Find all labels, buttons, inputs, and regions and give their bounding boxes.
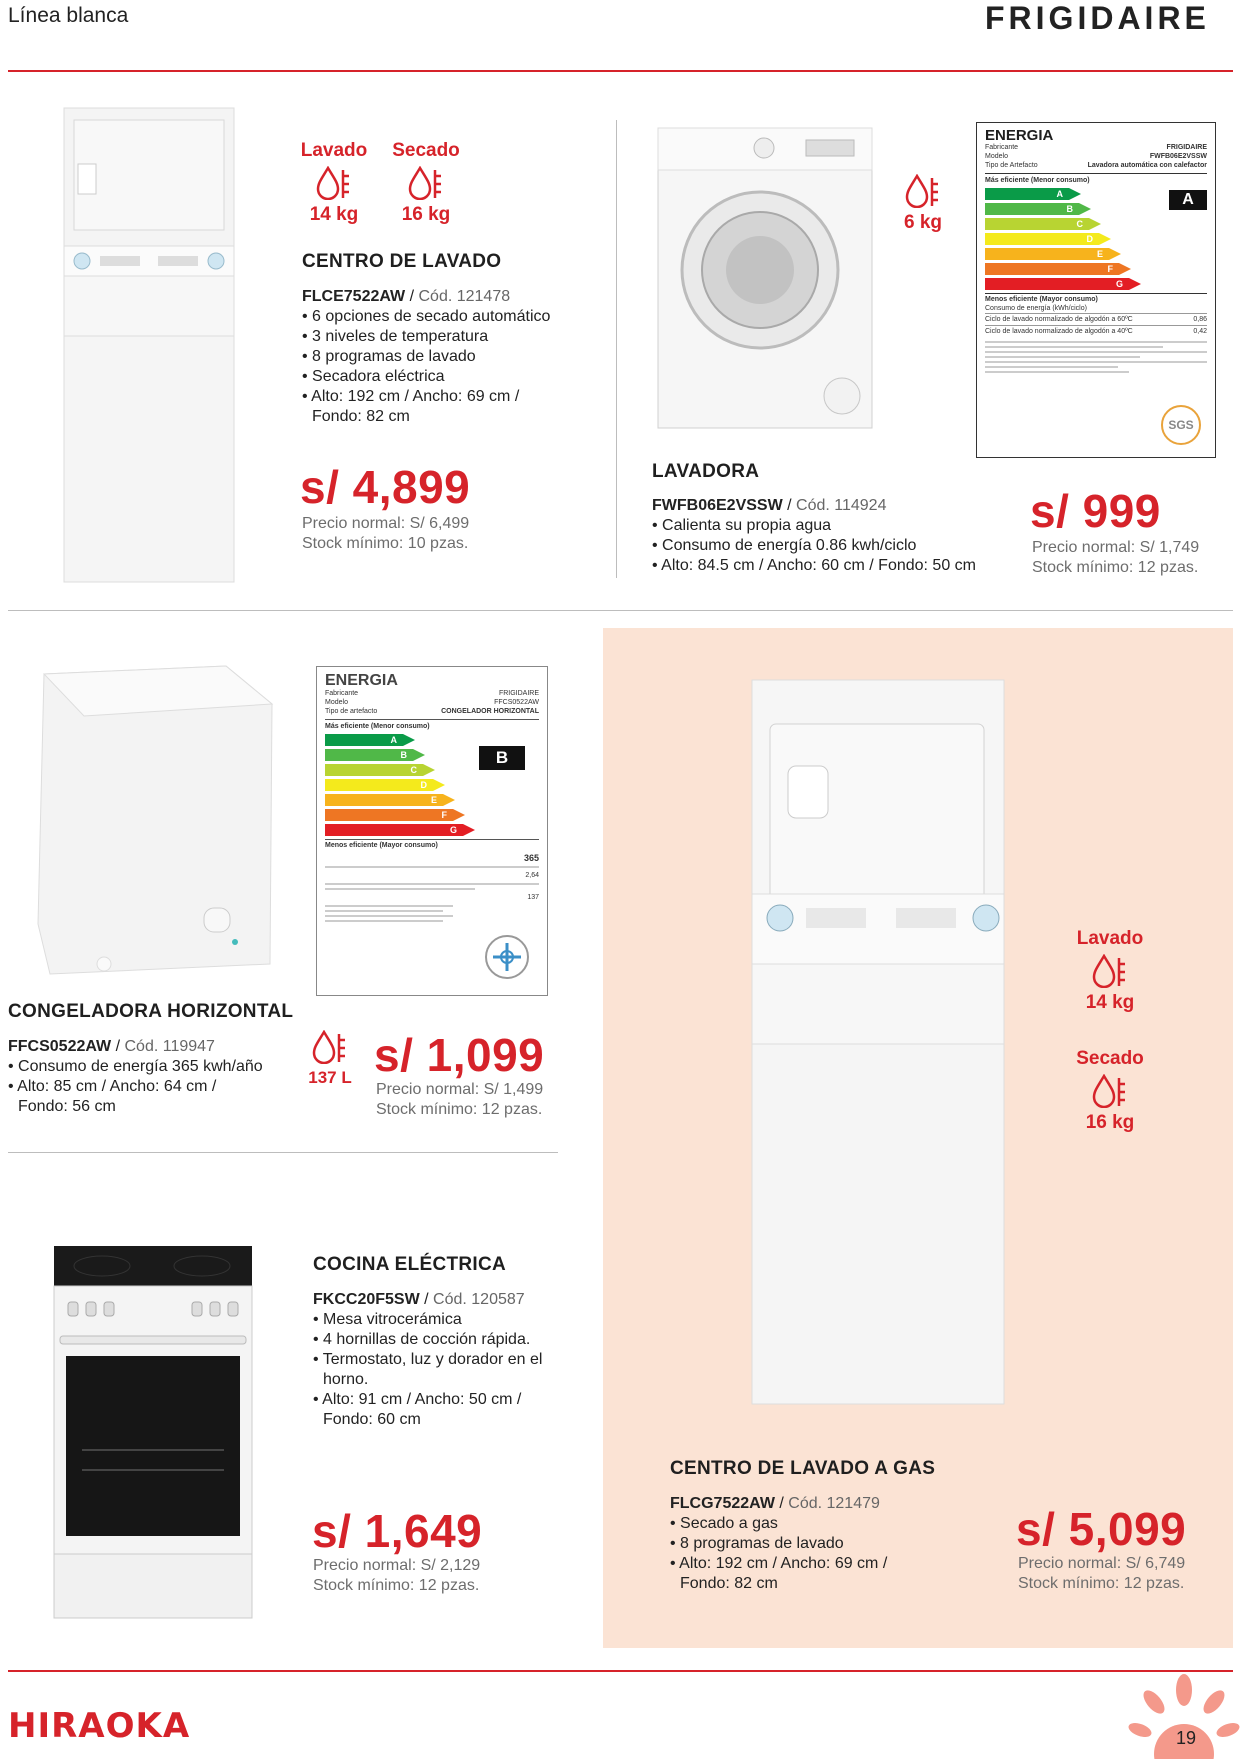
price-details [313,1556,480,1596]
sgs-cert-badge: SGS [1161,405,1201,445]
label-fabricante-value: FRIGIDAIRE [498,690,539,697]
product-specs: FLCG7522AW / Cód. 121479 • Secado a gas • 8 programas de lavado • Alto: 192 cm / Ancho: 69 cm / Fondo: 82 cm [670,1494,930,1594]
product-code: Cód. 114924 [796,497,887,514]
label-tipo-value: CONGELADOR HORIZONTAL [441,708,539,715]
model-number: FFCS0522AW [8,1038,112,1055]
page-number: 19 [1175,1728,1197,1748]
wash-label: Lavado [300,140,368,161]
price-details [1018,1554,1185,1594]
feature-item: • 4 hornillas de cocción rápida. [313,1330,573,1350]
bar-e: E [325,794,443,806]
front-load-washer-image [656,126,874,430]
water-drop-icon [1092,954,1128,988]
water-drop-icon [905,174,941,208]
label-tipo-value: Lavadora automática con calefactor [1087,162,1207,169]
section-title: Línea blanca [8,4,129,27]
dry-label: Secado [1076,1048,1144,1069]
price: s/ 999 [1030,485,1161,537]
feature-item: • Consumo de energía 365 kwh/año [8,1057,278,1077]
label-fine-print [985,341,1207,373]
min-stock: Stock mínimo: 12 pzas. [313,1577,480,1594]
bar-d: D [325,779,433,791]
chest-freezer-image [36,664,276,984]
bar-a: A [985,188,1069,200]
product-title: LAVADORA [652,461,760,482]
price-details [302,514,469,554]
wash-label: Lavado [1076,928,1144,949]
bar-d: D [985,233,1099,245]
feature-item: • Alto: 91 cm / Ancho: 50 cm / Fondo: 60 cm [313,1390,553,1430]
wash-capacity [298,140,370,226]
energy-label-title: ENERGIA [985,127,1054,144]
label-modelo-value: FFCS0522AW [494,699,539,706]
product-title: CENTRO DE LAVADO [302,251,502,272]
feature-item: • Secadora eléctrica [302,367,582,387]
feature-list [302,307,582,427]
bar-c: C [325,764,423,776]
product-specs: FKCC20F5SW / Cód. 120587 • Mesa vitrocerámica • 4 hornillas de cocción rápida. • Termostato, luz y dorador en el horno. • Alto: 91 cm / Ancho: 50 cm / Fondo: 60 cm [313,1290,573,1430]
product-code: Cód. 121478 [418,288,511,305]
bar-c: C [985,218,1089,230]
water-drop-icon [312,1030,348,1064]
label-modelo-value: FWFB06E2VSSW [1149,153,1207,160]
wash-capacity [1074,928,1146,1014]
feature-item: • Alto: 192 cm / Ancho: 69 cm / Fondo: 82 cm [670,1554,910,1594]
label-fabricante-value: FRIGIDAIRE [1166,144,1207,151]
electric-stove-image [52,1244,254,1624]
bar-f: F [325,809,453,821]
dry-capacity [1072,1048,1148,1134]
product-specs: FLCE7522AW / Cód. 121478 • 6 opciones de secado automático • 3 niveles de temperatura • 8 programas de lavado • Secadora eléctrica • Alto: 192 cm / Ancho: 69 cm / Fondo: 82 cm [302,287,582,427]
label-tipo: Tipo de Artefacto [985,162,1038,169]
model-number: FLCE7522AW [302,288,406,305]
product-specs: FWFB06E2VSSW / Cód. 114924 • Calienta su propia agua • Consumo de energía 0.86 kwh/ciclo • Alto: 84.5 cm / Ancho: 60 cm / Fondo: 50 cm [652,496,1022,576]
product-code: Cód. 120587 [433,1291,525,1308]
min-stock: Stock mínimo: 12 pzas. [1032,559,1199,576]
dry-value: 16 kg [401,204,451,225]
gas-washer-dryer-tower-image [746,676,1010,1416]
washer-dryer-tower-image [60,106,238,586]
normal-price: Precio normal: S/ 6,499 [302,515,470,532]
min-stock: Stock mínimo: 12 pzas. [1018,1575,1185,1592]
dry-capacity [387,140,465,226]
feature-list [313,1310,573,1430]
label-least-efficient: Menos eficiente (Mayor consumo) [325,839,539,850]
water-drop-icon [408,166,444,200]
feature-item: • 8 programas de lavado [670,1534,930,1554]
product-code: Cód. 121479 [788,1495,880,1512]
footer-divider [8,1670,1233,1672]
label-fabricante: Fabricante [985,144,1019,151]
min-stock: Stock mínimo: 10 pzas. [302,535,469,552]
energy-label [316,666,548,996]
energy-class-badge: A [1169,190,1207,210]
model-number: FLCG7522AW [670,1495,775,1512]
price-details [376,1080,543,1120]
product-code: Cód. 119947 [124,1038,215,1055]
label-tipo: Tipo de artefacto [325,708,378,715]
normal-price: Precio normal: S/ 6,749 [1018,1555,1186,1572]
feature-item: • Calienta su propia agua [652,516,1022,536]
label-consumo: Consumo de energía (kWh/ciclo) [985,305,1087,312]
label-value-1: 365 [523,853,539,863]
normal-price: Precio normal: S/ 1,749 [1032,539,1200,556]
feature-item: • Alto: 84.5 cm / Ancho: 60 cm / Fondo: 50 cm [652,556,1022,576]
wash-capacity [896,170,950,234]
normal-price: Precio normal: S/ 1,499 [376,1081,544,1098]
dry-label: Secado [392,140,460,161]
water-drop-icon [1092,1074,1128,1108]
energy-class-badge: B [479,746,525,770]
wash-value: 14 kg [309,204,359,225]
price: s/ 5,099 [1016,1503,1187,1555]
label-most-efficient: Más eficiente (Menor consumo) [325,719,539,731]
label-value-2: 2,64 [525,872,539,879]
model-number: FKCC20F5SW [313,1291,420,1308]
feature-item: • 6 opciones de secado automático [302,307,582,327]
feature-item: • Secado a gas [670,1514,930,1534]
feature-item: • Alto: 192 cm / Ancho: 69 cm / Fondo: 82 cm [302,387,542,427]
energy-label [976,122,1216,458]
feature-list [652,516,1022,576]
price: s/ 1,099 [374,1029,545,1081]
wash-value: 14 kg [1085,992,1135,1013]
label-fabricante: Fabricante [325,690,359,697]
label-row1: Ciclo de lavado normalizado de algodón a 60ºC [985,316,1133,323]
feature-item: • Consumo de energía 0.86 kwh/ciclo [652,536,1022,556]
product-title: CENTRO DE LAVADO A GAS [670,1458,936,1479]
label-value-3: 137 [527,894,539,901]
dry-value: 16 kg [1085,1112,1135,1133]
row-divider [8,1152,558,1153]
energy-label-title: ENERGIA [325,672,398,689]
label-most-efficient: Más eficiente (Menor consumo) [985,173,1207,185]
feature-item: • 3 niveles de temperatura [302,327,582,347]
price-details [1032,538,1199,578]
feature-list [670,1514,930,1594]
bar-a: A [325,734,403,746]
product-specs: FFCS0522AW / Cód. 119947 • Consumo de energía 365 kwh/año • Alto: 85 cm / Ancho: 64 cm / Fondo: 56 cm [8,1037,278,1117]
feature-item: • Mesa vitrocerámica [313,1310,573,1330]
header-divider [8,70,1233,72]
hiraoka-logo: HIRAOKA [8,1706,191,1746]
label-row2-value: 0,42 [1193,328,1207,335]
water-drop-icon [316,166,352,200]
product-title: CONGELADORA HORIZONTAL [8,1001,294,1022]
min-stock: Stock mínimo: 12 pzas. [376,1101,543,1118]
feature-item: • Termostato, luz y dorador en el horno. [313,1350,553,1390]
label-modelo: Modelo [325,699,348,706]
bar-g: G [325,824,463,836]
normal-price: Precio normal: S/ 2,129 [313,1557,481,1574]
volume-value: 137 L [308,1068,352,1087]
bar-b: B [985,203,1079,215]
feature-list [8,1057,278,1117]
model-number: FWFB06E2VSSW [652,497,783,514]
wash-value: 6 kg [903,212,943,233]
frigidaire-logo: FRIGIDAIRE [985,0,1210,36]
price: s/ 1,649 [312,1505,483,1557]
label-row2: Ciclo de lavado normalizado de algodón a 40ºC [985,328,1133,335]
volume-capacity [302,1026,358,1088]
certification-seal-icon [483,933,531,981]
bar-g: G [985,278,1129,290]
bar-f: F [985,263,1119,275]
label-least-efficient: Menos eficiente (Mayor consumo) [985,293,1207,304]
feature-item: • 8 programas de lavado [302,347,582,367]
vertical-divider [616,120,617,578]
price: s/ 4,899 [300,461,471,513]
feature-item: • Alto: 85 cm / Ancho: 64 cm / Fondo: 56 cm [8,1077,238,1117]
label-row1-value: 0,86 [1193,316,1207,323]
row-divider [8,610,1233,611]
bar-b: B [325,749,413,761]
bar-e: E [985,248,1109,260]
label-modelo: Modelo [985,153,1008,160]
product-title: COCINA ELÉCTRICA [313,1254,507,1275]
